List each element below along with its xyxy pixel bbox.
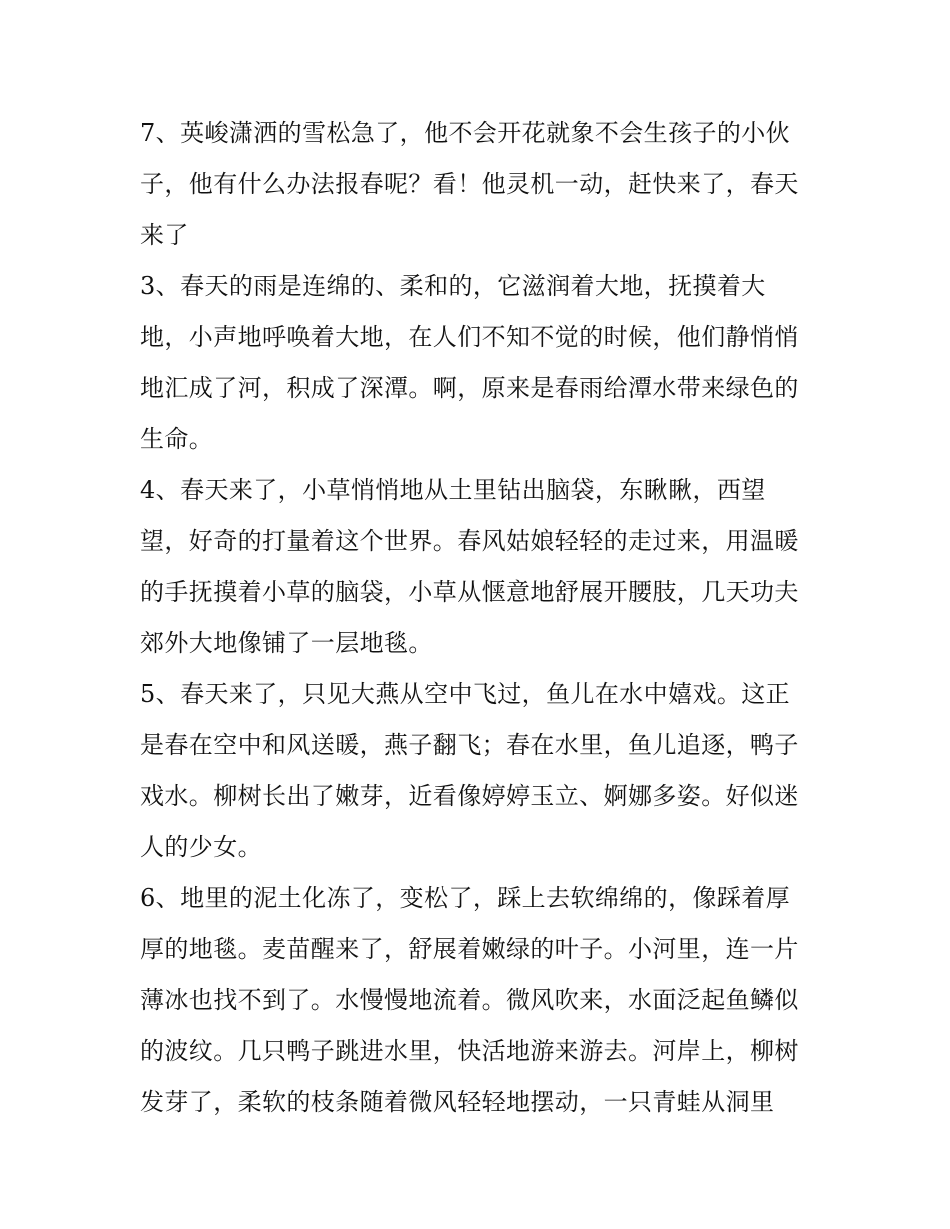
text-line: 郊外大地像铺了一层地毯。 xyxy=(140,629,433,657)
text-line: 6、地里的泥土化冻了，变松了，踩上去软绵绵的，像踩着厚 xyxy=(140,884,791,912)
text-line: 生命。 xyxy=(140,425,214,453)
text-line: 3、春天的雨是连绵的、柔和的，它滋润着大地，抚摸着大 xyxy=(140,272,766,300)
text-line: 地，小声地呼唤着大地，在人们不知不觉的时候，他们静悄悄 xyxy=(140,323,799,351)
text-line: 4、春天来了，小草悄悄地从土里钻出脑袋，东瞅瞅，西望 xyxy=(140,476,766,504)
text-line: 的波纹。几只鸭子跳进水里，快活地游来游去。河岸上，柳树 xyxy=(140,1037,799,1065)
text-line: 发芽了，柔软的枝条随着微风轻轻地摆动，一只青蛙从洞里 xyxy=(140,1088,775,1116)
text-line: 厚的地毯。麦苗醒来了，舒展着嫩绿的叶子。小河里，连一片 xyxy=(140,935,799,963)
text-line: 的手抚摸着小草的脑袋，小草从惬意地舒展开腰肢，几天功夫 xyxy=(140,578,799,606)
text-line: 人的少女。 xyxy=(140,833,262,861)
text-line: 5、春天来了，只见大燕从空中飞过，鱼儿在水中嬉戏。这正 xyxy=(140,680,791,708)
text-line: 来了 xyxy=(140,221,189,249)
text-line: 望，好奇的打量着这个世界。春风姑娘轻轻的走过来，用温暖 xyxy=(140,527,799,555)
text-line: 薄冰也找不到了。水慢慢地流着。微风吹来，水面泛起鱼鳞似 xyxy=(140,986,799,1014)
text-line: 7、英峻潇洒的雪松急了，他不会开花就象不会生孩子的小伙 xyxy=(140,119,791,147)
text-line: 子，他有什么办法报春呢？看！他灵机一动，赶快来了，春天 xyxy=(140,170,799,198)
document-body xyxy=(140,108,830,1128)
text-line: 是春在空中和风送暖，燕子翻飞；春在水里，鱼儿追逐，鸭子 xyxy=(140,731,799,759)
text-line: 戏水。柳树长出了嫩芽，近看像婷婷玉立、婀娜多姿。好似迷 xyxy=(140,782,799,810)
text-line: 地汇成了河，积成了深潭。啊，原来是春雨给潭水带来绿色的 xyxy=(140,374,799,402)
